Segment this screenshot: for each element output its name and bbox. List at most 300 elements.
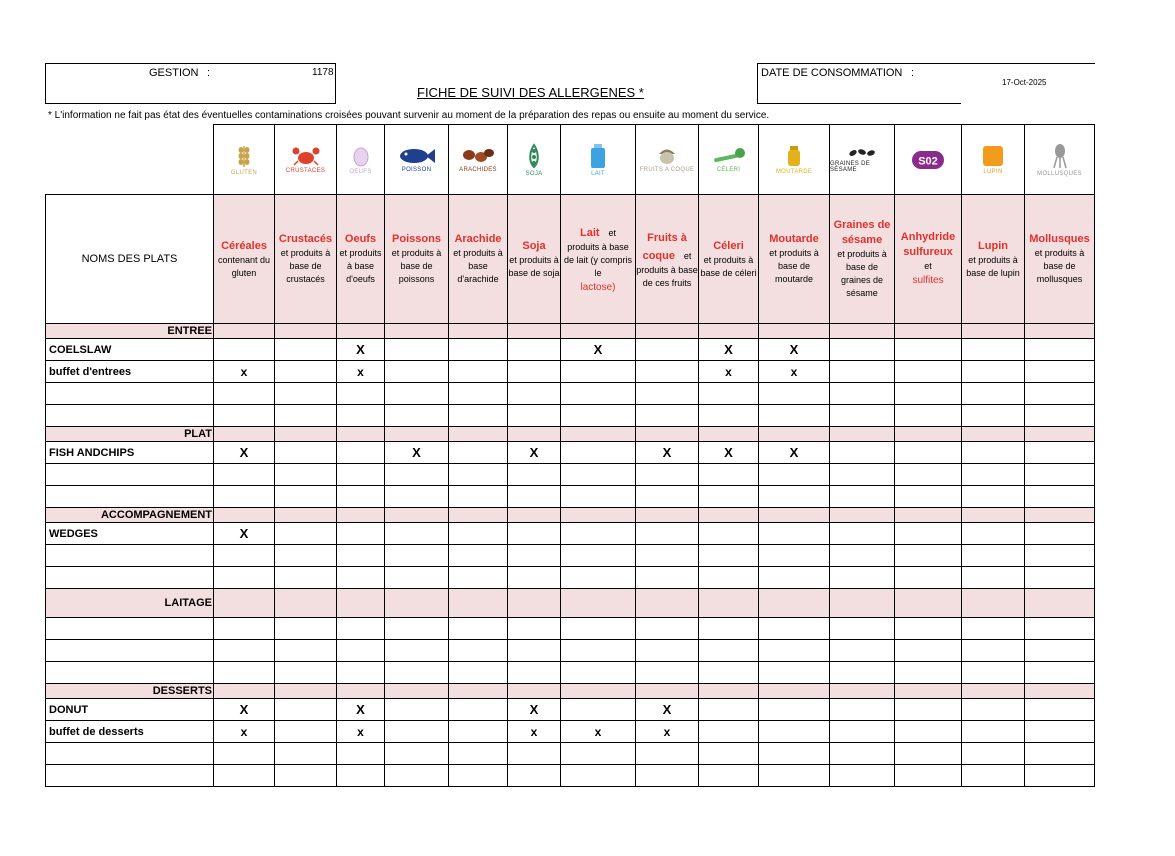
allergen-mark: X [214, 442, 275, 464]
allergen-mark [830, 523, 895, 545]
allergen-mark [699, 464, 759, 486]
allergen-mark [830, 699, 895, 721]
allergen-mark [385, 567, 449, 589]
allergen-mark [636, 383, 699, 405]
allergen-mark [337, 618, 385, 640]
section-cell [1025, 508, 1095, 523]
allergen-header [759, 195, 830, 324]
allergen-desc: et produits à base de moutarde [769, 248, 819, 284]
allergen-mark [508, 486, 561, 508]
section-cell [508, 427, 561, 442]
section-cell [962, 508, 1025, 523]
section-cell [759, 684, 830, 699]
allergen-mark [1025, 486, 1095, 508]
allergen-mark: X [337, 339, 385, 361]
allergen-mark [759, 618, 830, 640]
allergen-mark [508, 361, 561, 383]
allergen-mark [1025, 567, 1095, 589]
gestion-value: 1178 [312, 67, 334, 78]
allergen-mark [214, 662, 275, 684]
allergen-name: Anhydride sulfureux [900, 231, 956, 258]
section-cell [337, 324, 385, 339]
allergen-mark [214, 405, 275, 427]
allergen-mark [636, 545, 699, 567]
allergen-mark [636, 618, 699, 640]
allergen-desc: et produits à base d'arachide [453, 248, 503, 284]
allergen-mark [962, 618, 1025, 640]
dish-names-header: NOMS DES PLATS [46, 195, 214, 324]
allergen-mark: x [759, 361, 830, 383]
table-row [46, 743, 1095, 765]
allergen-mark: X [508, 699, 561, 721]
allergen-mark [1025, 662, 1095, 684]
allergen-name: Mollusques [1029, 233, 1090, 245]
allergen-mark [508, 523, 561, 545]
allergen-header [895, 195, 962, 324]
allergen-mark: X [759, 442, 830, 464]
allergen-mark [636, 523, 699, 545]
allergen-mark [830, 662, 895, 684]
allergen-mark [962, 405, 1025, 427]
allergen-mark [1025, 721, 1095, 743]
dish-name: COELSLAW [46, 339, 214, 361]
allergen-mark [962, 486, 1025, 508]
allergen-mark [337, 545, 385, 567]
section-cell [636, 589, 699, 618]
allergen-mark [385, 523, 449, 545]
section-cell [759, 324, 830, 339]
allergen-mark [337, 405, 385, 427]
allergen-mark [449, 743, 508, 765]
allergen-header [830, 195, 895, 324]
allergen-mark [275, 662, 337, 684]
allergen-desc: et produits à base de céleri [700, 254, 757, 278]
allergen-mark: X [337, 699, 385, 721]
allergen-mark [385, 743, 449, 765]
section-cell [962, 324, 1025, 339]
celeri-icon [699, 125, 758, 194]
allergen-mark [449, 640, 508, 662]
allergen-desc: et produits à base de lupin [966, 254, 1020, 278]
allergen-mark [895, 721, 962, 743]
icon-cell [962, 125, 1025, 195]
allergen-mark [275, 523, 337, 545]
allergen-mark: x [699, 361, 759, 383]
icon-cell [337, 125, 385, 195]
allergen-mark [1025, 405, 1095, 427]
allergen-mark [275, 699, 337, 721]
allergen-mark [636, 765, 699, 787]
allergen-mark [275, 765, 337, 787]
allergen-mark [508, 618, 561, 640]
allergen-mark [759, 405, 830, 427]
allergen-mark [1025, 339, 1095, 361]
allergen-mark [636, 361, 699, 383]
section-cell [561, 427, 636, 442]
section-cell [275, 324, 337, 339]
allergen-mark [895, 618, 962, 640]
section-cell [561, 324, 636, 339]
allergen-mark [275, 361, 337, 383]
allergen-mark [385, 486, 449, 508]
dish-name [46, 383, 214, 405]
allergen-mark [449, 567, 508, 589]
allergen-mark [275, 721, 337, 743]
section-cell [759, 508, 830, 523]
allergen-mark [962, 662, 1025, 684]
section-cell [830, 508, 895, 523]
icon-label: MOLLUSQUES [1037, 170, 1082, 177]
table-row [46, 523, 1095, 545]
allergen-mark: X [385, 442, 449, 464]
allergen-mark [895, 567, 962, 589]
crustaces-icon [275, 125, 336, 194]
allergen-mark [830, 486, 895, 508]
allergen-mark: X [636, 442, 699, 464]
icon-cell [759, 125, 830, 195]
allergen-mark [830, 721, 895, 743]
allergen-mark [275, 567, 337, 589]
allergen-desc: produits à base de ces fruits [636, 265, 698, 288]
allergen-mark [895, 405, 962, 427]
column-header-row [46, 195, 1095, 324]
allergen-mark [561, 523, 636, 545]
section-cell [636, 508, 699, 523]
allergen-name: Crustacés [278, 233, 333, 245]
icon-label: ARACHIDES [459, 166, 497, 173]
section-cell [337, 427, 385, 442]
section-cell [699, 324, 759, 339]
allergen-mark [962, 721, 1025, 743]
allergen-mark [962, 640, 1025, 662]
allergen-mark [895, 640, 962, 662]
date-value: 17-Oct-2025 [1002, 78, 1047, 87]
allergen-mark [337, 743, 385, 765]
poisson-icon [385, 125, 448, 194]
allergen-mark [449, 361, 508, 383]
allergen-mark [759, 721, 830, 743]
allergen-mark [895, 765, 962, 787]
section-cell [895, 508, 962, 523]
icon-label: LUPIN [983, 168, 1003, 175]
dish-name [46, 662, 214, 684]
allergen-mark [895, 339, 962, 361]
section-cell [895, 324, 962, 339]
allergen-mark [561, 618, 636, 640]
allergen-mark [385, 383, 449, 405]
section-cell [1025, 324, 1095, 339]
allergen-desc: contenant du gluten [217, 254, 271, 278]
gestion-colon: : [207, 67, 211, 79]
section-row [46, 508, 1095, 523]
allergen-name: Moutarde [769, 233, 819, 245]
allergen-mark [214, 743, 275, 765]
gestion-label: GESTION [149, 67, 199, 79]
table-row [46, 486, 1095, 508]
allergen-mark [449, 339, 508, 361]
allergen-mark [275, 464, 337, 486]
allergen-mark [1025, 765, 1095, 787]
allergen-mark [275, 486, 337, 508]
allergen-mark [508, 545, 561, 567]
allergen-mark [385, 464, 449, 486]
allergen-mark [337, 662, 385, 684]
section-cell [214, 589, 275, 618]
allergen-mark [895, 442, 962, 464]
table-row [46, 765, 1095, 787]
allergen-desc: produits à base de lait (y compris le [563, 242, 633, 278]
allergen-mark: x [214, 361, 275, 383]
allergen-mark [699, 699, 759, 721]
allergen-mark [830, 464, 895, 486]
fruits-a-coque-icon [636, 125, 698, 194]
allergen-mark [636, 662, 699, 684]
mollusques-icon [1025, 125, 1094, 194]
section-cell [830, 324, 895, 339]
allergen-header [508, 195, 561, 324]
allergen-desc: et produits à base de poissons [391, 248, 442, 284]
allergen-name: Arachide [454, 233, 502, 245]
allergen-mark [275, 640, 337, 662]
allergen-mark [561, 442, 636, 464]
allergen-mark [1025, 442, 1095, 464]
allergen-mark [636, 486, 699, 508]
allergen-mark [449, 383, 508, 405]
allergen-mark [759, 699, 830, 721]
allergen-mark [1025, 464, 1095, 486]
section-cell [699, 508, 759, 523]
allergen-mark [759, 662, 830, 684]
icon-cell [1025, 125, 1095, 195]
section-cell [895, 427, 962, 442]
allergen-header [636, 195, 699, 324]
icon-label: OEUFS [349, 168, 372, 175]
section-cell [337, 508, 385, 523]
section-cell [214, 427, 275, 442]
section-cell [895, 589, 962, 618]
dish-name [46, 743, 214, 765]
allergen-mark [214, 486, 275, 508]
allergen-mark [561, 743, 636, 765]
allergen-mark: x [337, 361, 385, 383]
allergen-mark [214, 464, 275, 486]
icon-cell [636, 125, 699, 195]
allergen-header [962, 195, 1025, 324]
table-row [46, 721, 1095, 743]
allergen-mark [385, 640, 449, 662]
icon-row [46, 125, 1095, 195]
allergen-mark: X [699, 339, 759, 361]
section-cell [385, 427, 449, 442]
disclaimer-note: * L'information ne fait pas état des éventuelles contaminations croisées pouvant survenir au moment de la préparation des repas ou ensuite au moment du service. [48, 110, 770, 121]
lupin-icon [962, 125, 1024, 194]
allergen-mark: x [337, 721, 385, 743]
section-cell [214, 324, 275, 339]
allergen-mark [214, 640, 275, 662]
dish-name [46, 640, 214, 662]
allergen-mark [508, 383, 561, 405]
allergen-mark [636, 640, 699, 662]
section-cell [699, 427, 759, 442]
arachides-icon [449, 125, 507, 194]
icon-label: POISSON [401, 166, 432, 173]
allergen-mark [449, 662, 508, 684]
allergen-mark [561, 662, 636, 684]
section-cell [636, 427, 699, 442]
allergen-desc: et produits à base de crustacés [280, 248, 331, 284]
allergen-mark [962, 765, 1025, 787]
allergen-mark [895, 383, 962, 405]
allergen-mark [449, 545, 508, 567]
allergen-header [561, 195, 636, 324]
icon-label: GRAINES DE SÉSAME [830, 160, 871, 173]
allergen-mark [449, 464, 508, 486]
allergen-mark [449, 699, 508, 721]
section-cell [962, 589, 1025, 618]
section-title: PLAT [46, 427, 214, 442]
allergen-mark: x [508, 721, 561, 743]
icon-label: LAIT [591, 170, 605, 177]
allergen-name: Céréales [221, 239, 267, 252]
allergen-mark [830, 618, 895, 640]
allergen-mark [561, 699, 636, 721]
allergen-mark [830, 640, 895, 662]
allergen-mark [385, 618, 449, 640]
allergen-mark [508, 405, 561, 427]
allergen-mark [895, 486, 962, 508]
icon-label: MOUTARDE [775, 168, 813, 175]
allergen-mark [337, 383, 385, 405]
dish-name [46, 545, 214, 567]
allergen-mark [275, 743, 337, 765]
soja-icon [508, 125, 560, 194]
allergen-mark [449, 523, 508, 545]
graines-de-sesame-icon [830, 125, 894, 194]
allergen-mark [759, 545, 830, 567]
dish-name [46, 618, 214, 640]
table-row [46, 339, 1095, 361]
allergen-mark [1025, 361, 1095, 383]
section-cell [830, 589, 895, 618]
allergen-mark [508, 339, 561, 361]
allergen-mark [962, 361, 1025, 383]
section-cell [508, 508, 561, 523]
allergen-mark [962, 383, 1025, 405]
allergen-table [45, 124, 1095, 787]
allergen-mark [830, 383, 895, 405]
allergen-desc-highlight: lactose) [580, 282, 616, 293]
allergen-mark [962, 567, 1025, 589]
section-cell [508, 684, 561, 699]
section-cell [449, 324, 508, 339]
section-cell [1025, 684, 1095, 699]
allergen-mark [830, 545, 895, 567]
allergen-name: Soja [522, 239, 546, 252]
allergen-mark [275, 442, 337, 464]
dish-name [46, 486, 214, 508]
section-cell [895, 684, 962, 699]
section-cell [449, 684, 508, 699]
allergen-mark [1025, 743, 1095, 765]
allergen-header [337, 195, 385, 324]
table-row [46, 442, 1095, 464]
allergen-mark: X [508, 442, 561, 464]
allergen-mark [337, 486, 385, 508]
section-cell [275, 427, 337, 442]
allergen-mark [275, 339, 337, 361]
allergen-desc: et produits à base de soja [508, 254, 560, 278]
allergen-mark [759, 743, 830, 765]
section-cell [1025, 589, 1095, 618]
date-box-underline [757, 103, 961, 104]
icon-cell [449, 125, 508, 195]
allergen-desc-highlight: sulfites [912, 275, 944, 286]
allergen-mark [830, 567, 895, 589]
allergen-mark [561, 567, 636, 589]
allergen-mark [385, 765, 449, 787]
allergen-mark [385, 339, 449, 361]
allergen-mark [385, 699, 449, 721]
allergen-mark [214, 765, 275, 787]
allergen-mark [1025, 699, 1095, 721]
allergen-mark [449, 442, 508, 464]
table-row [46, 699, 1095, 721]
allergen-name: Graines de sésame [833, 219, 891, 246]
allergen-mark [895, 361, 962, 383]
section-cell [759, 427, 830, 442]
allergen-mark [699, 662, 759, 684]
allergen-header [214, 195, 275, 324]
allergen-mark [895, 699, 962, 721]
section-cell [561, 589, 636, 618]
allergen-mark [561, 640, 636, 662]
table-row [46, 405, 1095, 427]
so2-badge-text: S02 [918, 155, 938, 167]
allergen-mark [636, 339, 699, 361]
allergen-mark [385, 361, 449, 383]
allergen-header [1025, 195, 1095, 324]
allergen-mark [830, 361, 895, 383]
allergen-mark [699, 618, 759, 640]
section-title: DESSERTS [46, 684, 214, 699]
icon-cell [275, 125, 337, 195]
allergen-mark [699, 405, 759, 427]
section-cell [759, 589, 830, 618]
allergen-mark [508, 464, 561, 486]
allergen-name: Poissons [392, 233, 441, 245]
section-cell [508, 589, 561, 618]
allergen-mark: X [561, 339, 636, 361]
icon-cell [895, 125, 962, 195]
section-row [46, 589, 1095, 618]
table-row [46, 361, 1095, 383]
allergen-mark [508, 662, 561, 684]
dish-name: buffet de desserts [46, 721, 214, 743]
allergen-mark [962, 743, 1025, 765]
allergen-mark [449, 765, 508, 787]
allergen-mark [895, 545, 962, 567]
icon-cell [214, 125, 275, 195]
allergen-mark [895, 464, 962, 486]
section-cell [962, 684, 1025, 699]
allergen-mark [561, 405, 636, 427]
allergen-mark [214, 339, 275, 361]
allergen-mark [830, 405, 895, 427]
allergen-mark [508, 567, 561, 589]
allergen-mark [759, 567, 830, 589]
icon-label: CÉLERI [716, 166, 741, 173]
allergen-mark [214, 383, 275, 405]
